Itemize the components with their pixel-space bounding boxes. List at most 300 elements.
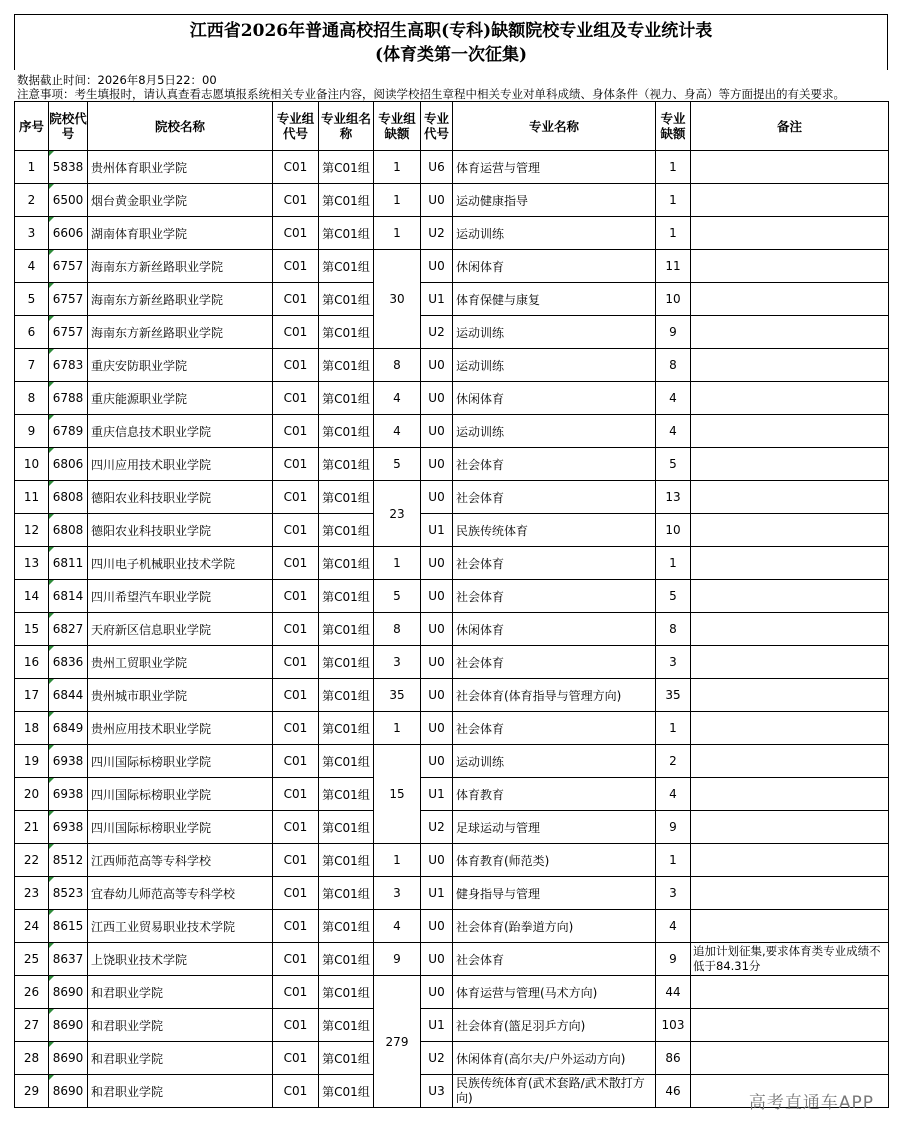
title-block [14, 14, 888, 70]
cell-school-name: 和君职业学院 [88, 1042, 273, 1075]
cell-group-code: C01 [273, 910, 319, 943]
cell-remark [691, 514, 889, 547]
cell-group-vacancy: 3 [374, 877, 421, 910]
cell-group-vacancy: 1 [374, 217, 421, 250]
cell-school-name: 重庆安防职业学院 [88, 349, 273, 382]
table-row [15, 1009, 889, 1042]
cell-school-name: 宜春幼儿师范高等专科学校 [88, 877, 273, 910]
cell-school-code: 6757 [49, 316, 88, 349]
cell-group-name: 第C01组 [319, 712, 374, 745]
cell-seq: 24 [15, 910, 49, 943]
cell-school-code: 6827 [49, 613, 88, 646]
table-row [15, 613, 889, 646]
cell-remark [691, 547, 889, 580]
cell-major-code: U0 [421, 580, 453, 613]
cell-group-code: C01 [273, 646, 319, 679]
cell-major-vacancy: 8 [656, 349, 691, 382]
cell-school-name: 天府新区信息职业学院 [88, 613, 273, 646]
document-subtitle: (体育类第一次征集) [374, 45, 528, 65]
cell-remark [691, 316, 889, 349]
document-page [14, 14, 888, 1108]
cell-group-name: 第C01组 [319, 415, 374, 448]
cell-remark [691, 910, 889, 943]
cell-group-code: C01 [273, 580, 319, 613]
cell-major-vacancy: 35 [656, 679, 691, 712]
cell-major-code: U2 [421, 811, 453, 844]
cell-seq: 8 [15, 382, 49, 415]
cell-group-name: 第C01组 [319, 580, 374, 613]
table-row [15, 547, 889, 580]
cell-remark [691, 415, 889, 448]
cell-school-name: 德阳农业科技职业学院 [88, 514, 273, 547]
cell-seq: 26 [15, 976, 49, 1009]
cell-major-code: U0 [421, 613, 453, 646]
cell-seq: 10 [15, 448, 49, 481]
cell-school-name: 四川应用技术职业学院 [88, 448, 273, 481]
cell-group-vacancy: 1 [374, 184, 421, 217]
cell-group-vacancy: 279 [374, 976, 421, 1108]
cell-group-code: C01 [273, 1042, 319, 1075]
cell-group-code: C01 [273, 943, 319, 976]
cell-school-code: 8690 [49, 1042, 88, 1075]
cell-group-name: 第C01组 [319, 316, 374, 349]
cell-major-code: U1 [421, 1009, 453, 1042]
cell-seq: 19 [15, 745, 49, 778]
cell-major-code: U0 [421, 250, 453, 283]
table-row [15, 283, 889, 316]
cell-major-code: U0 [421, 745, 453, 778]
cell-school-name: 海南东方新丝路职业学院 [88, 316, 273, 349]
cell-group-name: 第C01组 [319, 877, 374, 910]
cell-group-name: 第C01组 [319, 481, 374, 514]
cell-major-code: U0 [421, 943, 453, 976]
table-row [15, 250, 889, 283]
cell-group-name: 第C01组 [319, 184, 374, 217]
cell-remark [691, 217, 889, 250]
cell-major-code: U1 [421, 778, 453, 811]
cell-group-code: C01 [273, 184, 319, 217]
cell-major-code: U0 [421, 712, 453, 745]
cell-group-code: C01 [273, 712, 319, 745]
cell-group-name: 第C01组 [319, 943, 374, 976]
cell-major-name: 社会体育(跆拳道方向) [453, 910, 656, 943]
cell-major-name: 休闲体育 [453, 250, 656, 283]
cell-seq: 23 [15, 877, 49, 910]
cell-group-name: 第C01组 [319, 976, 374, 1009]
cell-school-name: 四川电子机械职业技术学院 [88, 547, 273, 580]
cell-remark [691, 811, 889, 844]
cell-major-name: 体育运营与管理(马术方向) [453, 976, 656, 1009]
cell-major-code: U2 [421, 217, 453, 250]
cell-school-name: 湖南体育职业学院 [88, 217, 273, 250]
cell-school-code: 6808 [49, 514, 88, 547]
cell-seq: 20 [15, 778, 49, 811]
cell-group-name: 第C01组 [319, 382, 374, 415]
cell-major-vacancy: 13 [656, 481, 691, 514]
cell-school-code: 8615 [49, 910, 88, 943]
cell-group-name: 第C01组 [319, 910, 374, 943]
cell-school-code: 6849 [49, 712, 88, 745]
cell-major-code: U0 [421, 844, 453, 877]
cell-major-code: U0 [421, 910, 453, 943]
cell-major-code: U0 [421, 679, 453, 712]
cell-school-code: 6606 [49, 217, 88, 250]
cell-remark [691, 448, 889, 481]
cell-remark [691, 580, 889, 613]
cell-major-vacancy: 1 [656, 844, 691, 877]
table-row [15, 943, 889, 976]
table-row [15, 514, 889, 547]
cell-school-name: 四川国际标榜职业学院 [88, 745, 273, 778]
cell-major-vacancy: 1 [656, 547, 691, 580]
cell-school-name: 四川国际标榜职业学院 [88, 778, 273, 811]
cell-group-name: 第C01组 [319, 646, 374, 679]
cell-major-name: 体育教育 [453, 778, 656, 811]
header-group-name: 专业组名称 [319, 102, 374, 151]
cell-group-name: 第C01组 [319, 679, 374, 712]
cell-group-name: 第C01组 [319, 844, 374, 877]
table-row [15, 217, 889, 250]
cell-seq: 21 [15, 811, 49, 844]
table-row [15, 349, 889, 382]
cell-school-name: 烟台黄金职业学院 [88, 184, 273, 217]
cell-group-vacancy: 1 [374, 844, 421, 877]
cell-major-vacancy: 5 [656, 448, 691, 481]
cell-major-vacancy: 9 [656, 943, 691, 976]
cell-major-code: U0 [421, 448, 453, 481]
cell-school-name: 贵州应用技术职业学院 [88, 712, 273, 745]
cell-school-name: 海南东方新丝路职业学院 [88, 283, 273, 316]
cell-major-vacancy: 1 [656, 712, 691, 745]
cell-school-name: 江西师范高等专科学校 [88, 844, 273, 877]
cell-seq: 18 [15, 712, 49, 745]
cell-major-code: U6 [421, 151, 453, 184]
cell-school-code: 8512 [49, 844, 88, 877]
cell-major-code: U2 [421, 1042, 453, 1075]
cell-group-code: C01 [273, 514, 319, 547]
cell-remark [691, 151, 889, 184]
cell-group-code: C01 [273, 1009, 319, 1042]
cell-group-vacancy: 5 [374, 580, 421, 613]
table-row [15, 481, 889, 514]
cell-group-vacancy: 35 [374, 679, 421, 712]
cell-group-vacancy: 1 [374, 547, 421, 580]
cell-seq: 3 [15, 217, 49, 250]
header-group-code: 专业组代号 [273, 102, 319, 151]
cell-school-code: 8690 [49, 1009, 88, 1042]
cell-major-name: 民族传统体育 [453, 514, 656, 547]
cell-group-name: 第C01组 [319, 1009, 374, 1042]
cell-group-vacancy: 8 [374, 349, 421, 382]
cell-school-name: 重庆能源职业学院 [88, 382, 273, 415]
watermark: 高考直通车APP [748, 1093, 874, 1113]
cell-remark [691, 877, 889, 910]
cell-seq: 14 [15, 580, 49, 613]
data-deadline: 数据截止时间：2026年8月5日22：00 [17, 73, 217, 87]
cell-group-code: C01 [273, 613, 319, 646]
cell-seq: 17 [15, 679, 49, 712]
table-row [15, 1042, 889, 1075]
cell-school-code: 8637 [49, 943, 88, 976]
cell-seq: 11 [15, 481, 49, 514]
cell-major-name: 体育保健与康复 [453, 283, 656, 316]
header-remark: 备注 [691, 102, 889, 151]
table-row [15, 679, 889, 712]
table-row [15, 844, 889, 877]
table-row [15, 316, 889, 349]
cell-group-vacancy: 23 [374, 481, 421, 547]
cell-remark [691, 184, 889, 217]
cell-seq: 4 [15, 250, 49, 283]
cell-seq: 15 [15, 613, 49, 646]
header-major-code: 专业代号 [421, 102, 453, 151]
cell-school-code: 8690 [49, 976, 88, 1009]
cell-group-name: 第C01组 [319, 1042, 374, 1075]
cell-school-code: 6938 [49, 778, 88, 811]
cell-remark [691, 1009, 889, 1042]
cell-major-code: U0 [421, 646, 453, 679]
cell-major-vacancy: 103 [656, 1009, 691, 1042]
cell-group-code: C01 [273, 316, 319, 349]
header-school-code: 院校代号 [49, 102, 88, 151]
header-school-name: 院校名称 [88, 102, 273, 151]
cell-school-code: 6757 [49, 250, 88, 283]
cell-major-vacancy: 1 [656, 217, 691, 250]
cell-major-vacancy: 44 [656, 976, 691, 1009]
cell-group-vacancy: 4 [374, 910, 421, 943]
cell-group-code: C01 [273, 151, 319, 184]
cell-major-name: 足球运动与管理 [453, 811, 656, 844]
table-row [15, 184, 889, 217]
cell-seq: 5 [15, 283, 49, 316]
cell-major-name: 健身指导与管理 [453, 877, 656, 910]
cell-group-vacancy: 1 [374, 151, 421, 184]
cell-remark: 追加计划征集,要求体育类专业成绩不低于84.31分 [691, 943, 889, 976]
table-header-row [15, 102, 889, 151]
cell-school-code: 6844 [49, 679, 88, 712]
cell-major-vacancy: 10 [656, 514, 691, 547]
cell-remark [691, 283, 889, 316]
cell-major-name: 社会体育 [453, 646, 656, 679]
table-body [15, 151, 889, 1108]
cell-major-name: 运动训练 [453, 316, 656, 349]
cell-major-name: 运动训练 [453, 349, 656, 382]
cell-school-name: 重庆信息技术职业学院 [88, 415, 273, 448]
cell-group-code: C01 [273, 877, 319, 910]
cell-major-vacancy: 3 [656, 646, 691, 679]
table-row [15, 448, 889, 481]
cell-major-name: 运动训练 [453, 217, 656, 250]
table-row [15, 745, 889, 778]
cell-remark [691, 712, 889, 745]
cell-school-name: 上饶职业技术学院 [88, 943, 273, 976]
cell-remark [691, 250, 889, 283]
cell-school-name: 四川希望汽车职业学院 [88, 580, 273, 613]
cell-group-vacancy: 15 [374, 745, 421, 844]
table-row [15, 382, 889, 415]
cell-group-code: C01 [273, 382, 319, 415]
cell-remark [691, 745, 889, 778]
cell-major-name: 休闲体育(高尔夫/户外运动方向) [453, 1042, 656, 1075]
cell-school-code: 6500 [49, 184, 88, 217]
cell-remark [691, 382, 889, 415]
cell-group-code: C01 [273, 415, 319, 448]
cell-major-name: 民族传统体育(武术套路/武术散打方向) [453, 1075, 656, 1108]
document-title: 江西省2026年普通高校招生高职(专科)缺额院校专业组及专业统计表 [189, 21, 713, 41]
cell-school-name: 贵州城市职业学院 [88, 679, 273, 712]
cell-major-name: 社会体育 [453, 943, 656, 976]
cell-major-vacancy: 2 [656, 745, 691, 778]
cell-group-name: 第C01组 [319, 613, 374, 646]
cell-seq: 9 [15, 415, 49, 448]
cell-group-vacancy: 30 [374, 250, 421, 349]
cell-major-code: U1 [421, 514, 453, 547]
cell-remark [691, 481, 889, 514]
cell-major-code: U0 [421, 976, 453, 1009]
cell-school-code: 6836 [49, 646, 88, 679]
cell-group-name: 第C01组 [319, 151, 374, 184]
cell-group-name: 第C01组 [319, 514, 374, 547]
cell-major-vacancy: 5 [656, 580, 691, 613]
cell-seq: 1 [15, 151, 49, 184]
cell-group-code: C01 [273, 481, 319, 514]
cell-group-name: 第C01组 [319, 778, 374, 811]
cell-major-name: 社会体育 [453, 481, 656, 514]
header-major-name: 专业名称 [453, 102, 656, 151]
table-row [15, 811, 889, 844]
cell-major-name: 社会体育(篮足羽乒方向) [453, 1009, 656, 1042]
cell-major-code: U1 [421, 283, 453, 316]
cell-school-name: 贵州工贸职业学院 [88, 646, 273, 679]
cell-remark [691, 778, 889, 811]
cell-group-name: 第C01组 [319, 745, 374, 778]
cell-major-vacancy: 86 [656, 1042, 691, 1075]
cell-major-vacancy: 9 [656, 811, 691, 844]
cell-seq: 16 [15, 646, 49, 679]
cell-school-name: 和君职业学院 [88, 976, 273, 1009]
cell-group-name: 第C01组 [319, 217, 374, 250]
cell-group-vacancy: 3 [374, 646, 421, 679]
cell-school-name: 德阳农业科技职业学院 [88, 481, 273, 514]
cell-seq: 2 [15, 184, 49, 217]
cell-seq: 25 [15, 943, 49, 976]
cell-school-name: 贵州体育职业学院 [88, 151, 273, 184]
cell-major-code: U1 [421, 877, 453, 910]
cell-major-name: 社会体育 [453, 547, 656, 580]
cell-major-code: U0 [421, 382, 453, 415]
table-row [15, 976, 889, 1009]
cell-group-vacancy: 1 [374, 712, 421, 745]
cell-remark [691, 679, 889, 712]
cell-school-code: 6938 [49, 745, 88, 778]
cell-major-code: U3 [421, 1075, 453, 1108]
cell-major-vacancy: 9 [656, 316, 691, 349]
cell-major-name: 运动训练 [453, 745, 656, 778]
cell-group-vacancy: 8 [374, 613, 421, 646]
cell-major-name: 运动健康指导 [453, 184, 656, 217]
cell-group-vacancy: 4 [374, 415, 421, 448]
cell-seq: 22 [15, 844, 49, 877]
cell-major-name: 休闲体育 [453, 382, 656, 415]
cell-group-name: 第C01组 [319, 283, 374, 316]
cell-major-vacancy: 10 [656, 283, 691, 316]
cell-school-name: 江西工业贸易职业技术学院 [88, 910, 273, 943]
cell-school-name: 四川国际标榜职业学院 [88, 811, 273, 844]
cell-school-name: 海南东方新丝路职业学院 [88, 250, 273, 283]
cell-major-name: 社会体育 [453, 712, 656, 745]
cell-group-code: C01 [273, 547, 319, 580]
cell-group-code: C01 [273, 250, 319, 283]
cell-group-name: 第C01组 [319, 547, 374, 580]
cell-major-vacancy: 4 [656, 778, 691, 811]
cell-group-name: 第C01组 [319, 349, 374, 382]
cell-major-code: U0 [421, 349, 453, 382]
cell-school-code: 6814 [49, 580, 88, 613]
cell-major-code: U0 [421, 415, 453, 448]
cell-group-name: 第C01组 [319, 448, 374, 481]
vacancy-table [14, 101, 889, 1108]
cell-school-code: 6783 [49, 349, 88, 382]
cell-group-code: C01 [273, 745, 319, 778]
cell-school-code: 6811 [49, 547, 88, 580]
table-row [15, 415, 889, 448]
cell-seq: 7 [15, 349, 49, 382]
cell-school-code: 8523 [49, 877, 88, 910]
cell-group-vacancy: 5 [374, 448, 421, 481]
cell-school-code: 8690 [49, 1075, 88, 1108]
table-row [15, 151, 889, 184]
cell-group-code: C01 [273, 217, 319, 250]
cell-remark [691, 1042, 889, 1075]
notice-text: 注意事项：考生填报时，请认真查看志愿填报系统相关专业备注内容，阅读学校招生章程中相关专业对单科成绩、身体条件（视力、身高）等方面提出的有关要求。 [17, 87, 845, 101]
cell-group-code: C01 [273, 283, 319, 316]
cell-major-vacancy: 3 [656, 877, 691, 910]
cell-school-code: 6789 [49, 415, 88, 448]
cell-school-code: 6938 [49, 811, 88, 844]
cell-seq: 13 [15, 547, 49, 580]
cell-school-name: 和君职业学院 [88, 1075, 273, 1108]
header-major-vacancy: 专业缺额 [656, 102, 691, 151]
table-row [15, 877, 889, 910]
cell-major-name: 社会体育 [453, 580, 656, 613]
cell-major-name: 体育运营与管理 [453, 151, 656, 184]
cell-major-vacancy: 4 [656, 910, 691, 943]
table-row [15, 646, 889, 679]
cell-school-name: 和君职业学院 [88, 1009, 273, 1042]
cell-major-code: U0 [421, 547, 453, 580]
cell-group-name: 第C01组 [319, 250, 374, 283]
cell-seq: 27 [15, 1009, 49, 1042]
cell-remark [691, 646, 889, 679]
cell-major-code: U0 [421, 481, 453, 514]
cell-seq: 12 [15, 514, 49, 547]
cell-school-code: 6757 [49, 283, 88, 316]
cell-major-vacancy: 4 [656, 382, 691, 415]
cell-major-name: 社会体育 [453, 448, 656, 481]
cell-major-vacancy: 8 [656, 613, 691, 646]
cell-major-name: 运动训练 [453, 415, 656, 448]
cell-seq: 29 [15, 1075, 49, 1108]
cell-group-code: C01 [273, 448, 319, 481]
cell-seq: 28 [15, 1042, 49, 1075]
cell-major-vacancy: 1 [656, 184, 691, 217]
header-group-vacancy: 专业组缺额 [374, 102, 421, 151]
cell-major-code: U2 [421, 316, 453, 349]
table-row [15, 580, 889, 613]
cell-seq: 6 [15, 316, 49, 349]
cell-major-name: 社会体育(体育指导与管理方向) [453, 679, 656, 712]
cell-school-code: 6808 [49, 481, 88, 514]
